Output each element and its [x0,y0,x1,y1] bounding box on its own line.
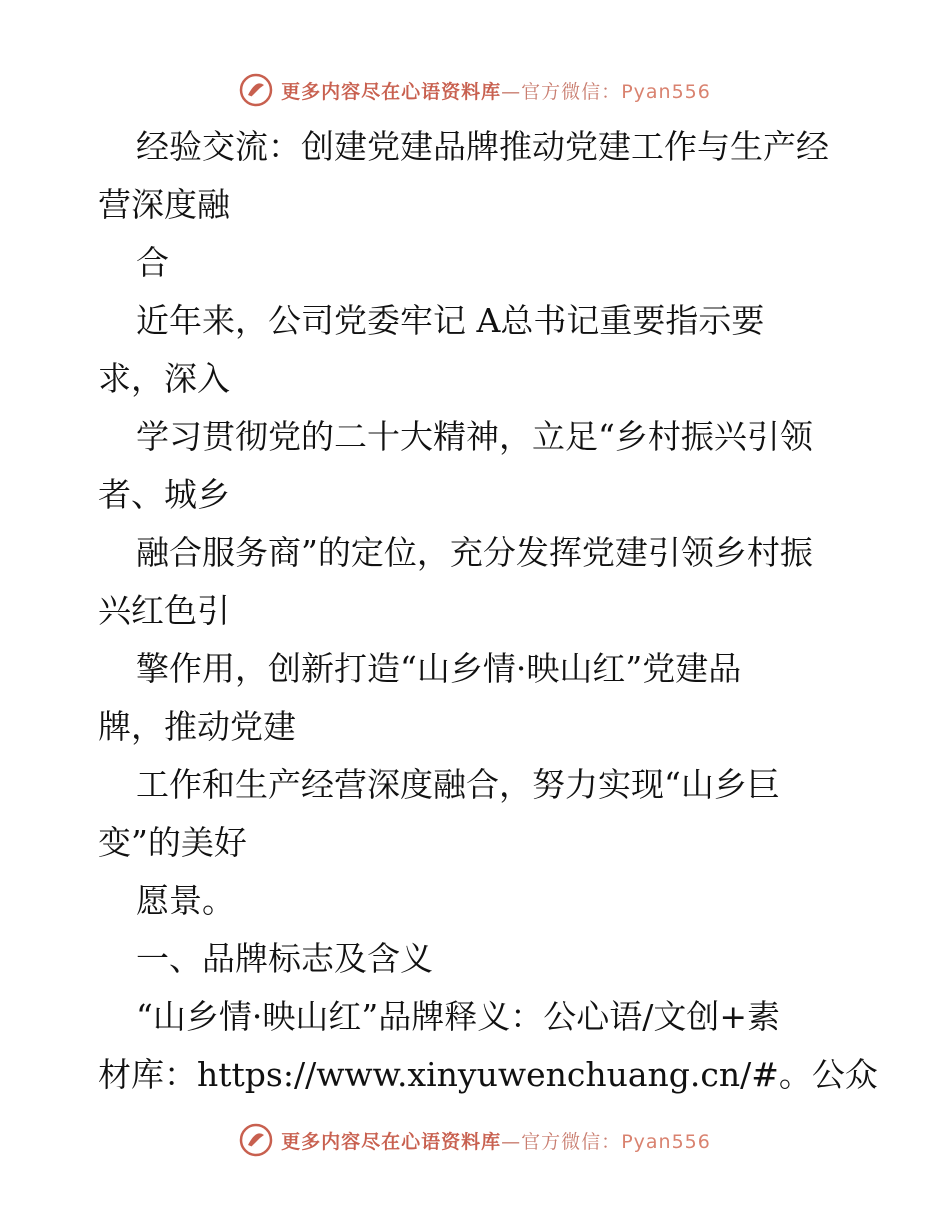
text-line: 一、品牌标志及含义 [136,939,433,978]
text-line: “山乡情·映山红”品牌释义：公心语/文创+素 [136,997,780,1036]
brand-logo-icon [239,73,273,107]
text-line: 近年来，公司党委牢记 A总书记重要指示要 [136,301,765,340]
watermark-handle: Pyan556 [621,80,711,103]
text-line: 经验交流：创建党建品牌推动党建工作与生产经 [136,127,829,166]
brand-logo-icon [239,1123,273,1157]
text-line: 材库：https://www.xinyuwenchuang.cn/#。公众 [98,1055,878,1094]
watermark-sep: —官方微信： [501,80,622,103]
text-line: 合 [136,243,169,282]
text-line: 牌，推动党建 [98,707,296,746]
text-line: 求，深入 [98,359,230,398]
watermark-handle: Pyan556 [621,1130,711,1153]
text-line: 学习贯彻党的二十大精神，立足“乡村振兴引领 [136,417,813,456]
text-line: 者、城乡 [98,475,230,514]
document-body [98,118,878,1104]
watermark-sep: —官方微信： [501,1130,622,1153]
watermark-main: 更多内容尽在心语资料库 [281,80,502,103]
text-line: 擎作用，创新打造“山乡情·映山红”党建品 [136,649,742,688]
text-line: 变”的美好 [98,823,247,862]
text-line: 营深度融 [98,185,230,224]
text-line: 融合服务商”的定位，充分发挥党建引领乡村振 [136,533,813,572]
watermark-text [281,77,711,104]
watermark-banner-top [0,70,950,110]
text-line: 工作和生产经营深度融合，努力实现“山乡巨 [136,765,780,804]
text-line: 愿景。 [136,881,235,920]
watermark-text [281,1127,711,1154]
watermark-banner-bottom [0,1120,950,1160]
text-line: 兴红色引 [98,591,230,630]
watermark-main: 更多内容尽在心语资料库 [281,1130,502,1153]
